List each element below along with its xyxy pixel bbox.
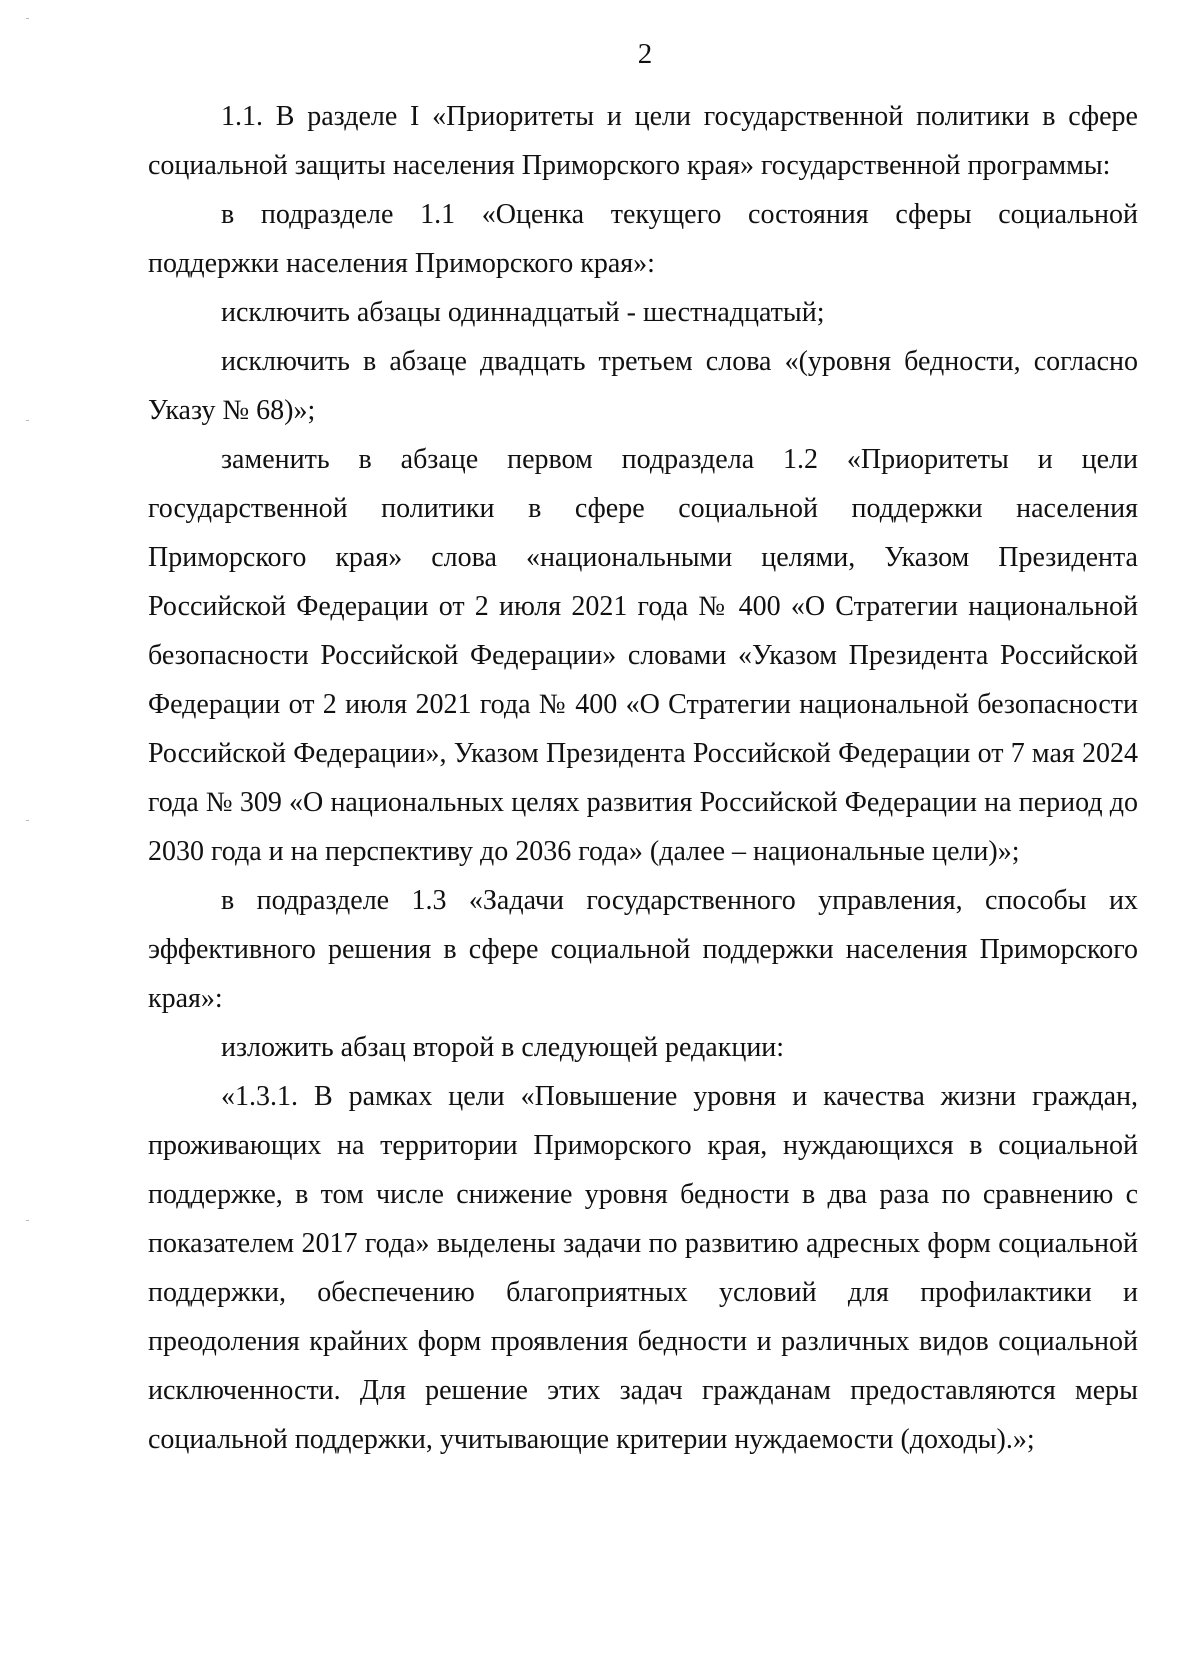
paragraph: в подразделе 1.3 «Задачи государственного управления, способы их эффективного решения в сфере социальной поддержки населения Приморского края»:: [148, 885, 1138, 1014]
paragraph: в подразделе 1.1 «Оценка текущего состояния сферы социальной поддержки населения Приморского края»:: [148, 199, 1138, 279]
scan-artifact: [26, 820, 29, 821]
paragraph: исключить абзацы одиннадцатый - шестнадцатый;: [221, 297, 825, 328]
paragraph: «1.3.1. В рамках цели «Повышение уровня и качества жизни граждан, проживающих на территории Приморского края, нуждающихся в социальной поддержке, в том числе снижение уровня бедности в два раза по сравнению с показателем 2017 года» выделены задачи по развитию адресных форм социальной поддержки, обеспечению благоприятных условий для профилактики и преодоления крайних форм проявления бедности и различных видов социальной исключенности. Для решение этих задач гражданам предоставляются меры социальной поддержки, учитывающие критерии нуждаемости (доходы).»;: [148, 1081, 1138, 1455]
paragraph: исключить в абзаце двадцать третьем слова «(уровня бедности, согласно Указу № 68)»;: [148, 346, 1138, 426]
document-body: [148, 92, 1138, 1464]
scan-artifact: [26, 18, 29, 19]
paragraph: 1.1. В разделе I «Приоритеты и цели государственной политики в сфере социальной защиты населения Приморского края» государственной программы:: [148, 101, 1138, 181]
paragraph: изложить абзац второй в следующей редакции:: [221, 1032, 785, 1063]
paragraph: заменить в абзаце первом подраздела 1.2 «Приоритеты и цели государственной политики в сфере социальной поддержки населения Приморского края» слова «национальными целями, Указом Президента Российской Федерации от 2 июля 2021 года № 400 «О Стратегии национальной безопасности Российской Федерации» словами «Указом Президента Российской Федерации от 2 июля 2021 года № 400 «О Стратегии национальной безопасности Российской Федерации», Указом Президента Российской Федерации от 7 мая 2024 года № 309 «О национальных целях развития Российской Федерации на период до 2030 года и на перспективу до 2036 года» (далее – национальные цели)»;: [148, 444, 1138, 867]
scan-artifact: [26, 1220, 29, 1221]
page-number: 2: [637, 38, 653, 70]
scan-artifact: [26, 420, 29, 421]
